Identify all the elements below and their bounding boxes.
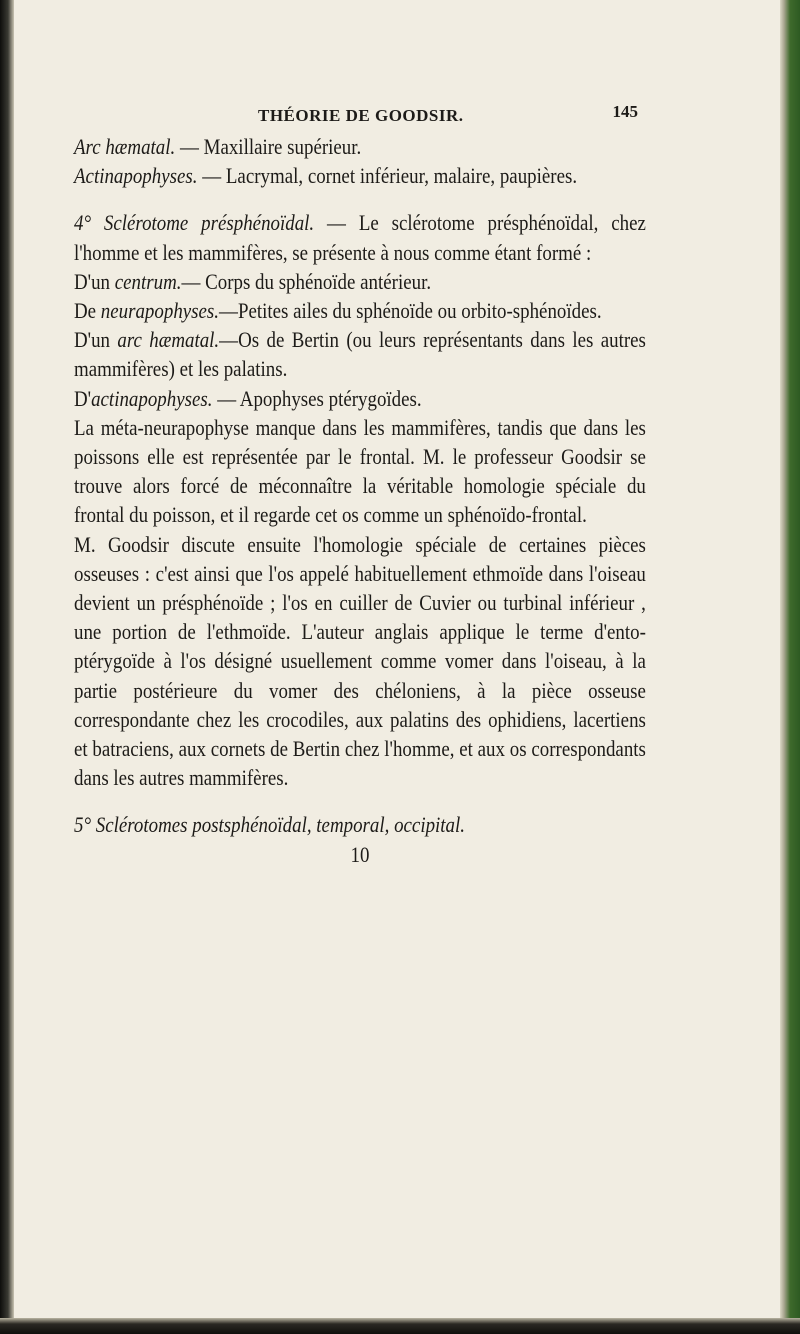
signature-mark: 10 xyxy=(350,841,370,867)
book-page xyxy=(74,96,646,868)
paragraph-sclerotome-4: 4° Sclérotome présphénoïdal. — Le sclérotome présphénoïdal, chez l'homme et les mammifères, se présente à nous comme étant formé : xyxy=(74,210,646,265)
paragraph-goodsir-discussion: M. Goodsir discute ensuite l'homologie spéciale de certaines pièces osseuses : c'est ainsi que l'os appelé habituellement ethmoïde dans l'oiseau devient un présphénoïde ; l'os en cuiller de Cuvier ou turbinal inférieur , une portion de l'ethmoïde. L'auteur anglais applique le terme d'ento-ptérygoïde à l'os désigné usuellement comme vomer dans l'oiseau, à la partie postérieure du vomer des chéloniens, à la pièce osseuse correspondante chez les crocodiles, aux palatins des ophidiens, lacertiens et batraciens, aux cornets de Bertin chez l'homme, et aux os correspondants dans les autres mammifères. xyxy=(74,531,646,791)
scan-edge-bottom xyxy=(0,1318,800,1334)
paragraph-meta-neurapophyse: La méta-neurapophyse manque dans les mammifères, tandis que dans les poissons elle est représentée par le frontal. M. le professeur Goodsir se trouve alors forcé de méconnaître la véritable homologie spéciale du frontal du poisson, et il regarde cet os comme un sphénoïdo-frontal. xyxy=(74,414,646,528)
scan-edge-left xyxy=(0,0,14,1334)
paragraph-arc-haematal-2: D'un arc hæmatal.—Os de Bertin (ou leurs représentants dans les autres mammifères) et les palatins. xyxy=(74,327,646,382)
scan-edge-right xyxy=(780,0,800,1334)
paragraph-actinapophyses-2: D'actinapophyses. — Apophyses ptérygoïdes. xyxy=(74,385,422,411)
paragraph-arc-haematal: Arc hæmatal. — Maxillaire supérieur. xyxy=(74,134,362,159)
paragraph-centrum: D'un centrum.— Corps du sphénoïde antérieur. xyxy=(74,268,432,294)
running-title: THÉORIE DE GOODSIR. xyxy=(258,106,464,125)
page-number: 145 xyxy=(612,102,638,121)
paragraph-neurapophyses: De neurapophyses.—Petites ailes du sphénoïde ou orbito-sphénoïdes. xyxy=(74,298,602,324)
paragraph-sclerotomes-5: 5° Sclérotomes postsphénoïdal, temporal, occipital. xyxy=(74,812,466,838)
running-head xyxy=(74,96,646,132)
paragraph-actinapophyses: Actinapophyses. — Lacrymal, cornet inférieur, malaire, paupières. xyxy=(74,163,578,189)
